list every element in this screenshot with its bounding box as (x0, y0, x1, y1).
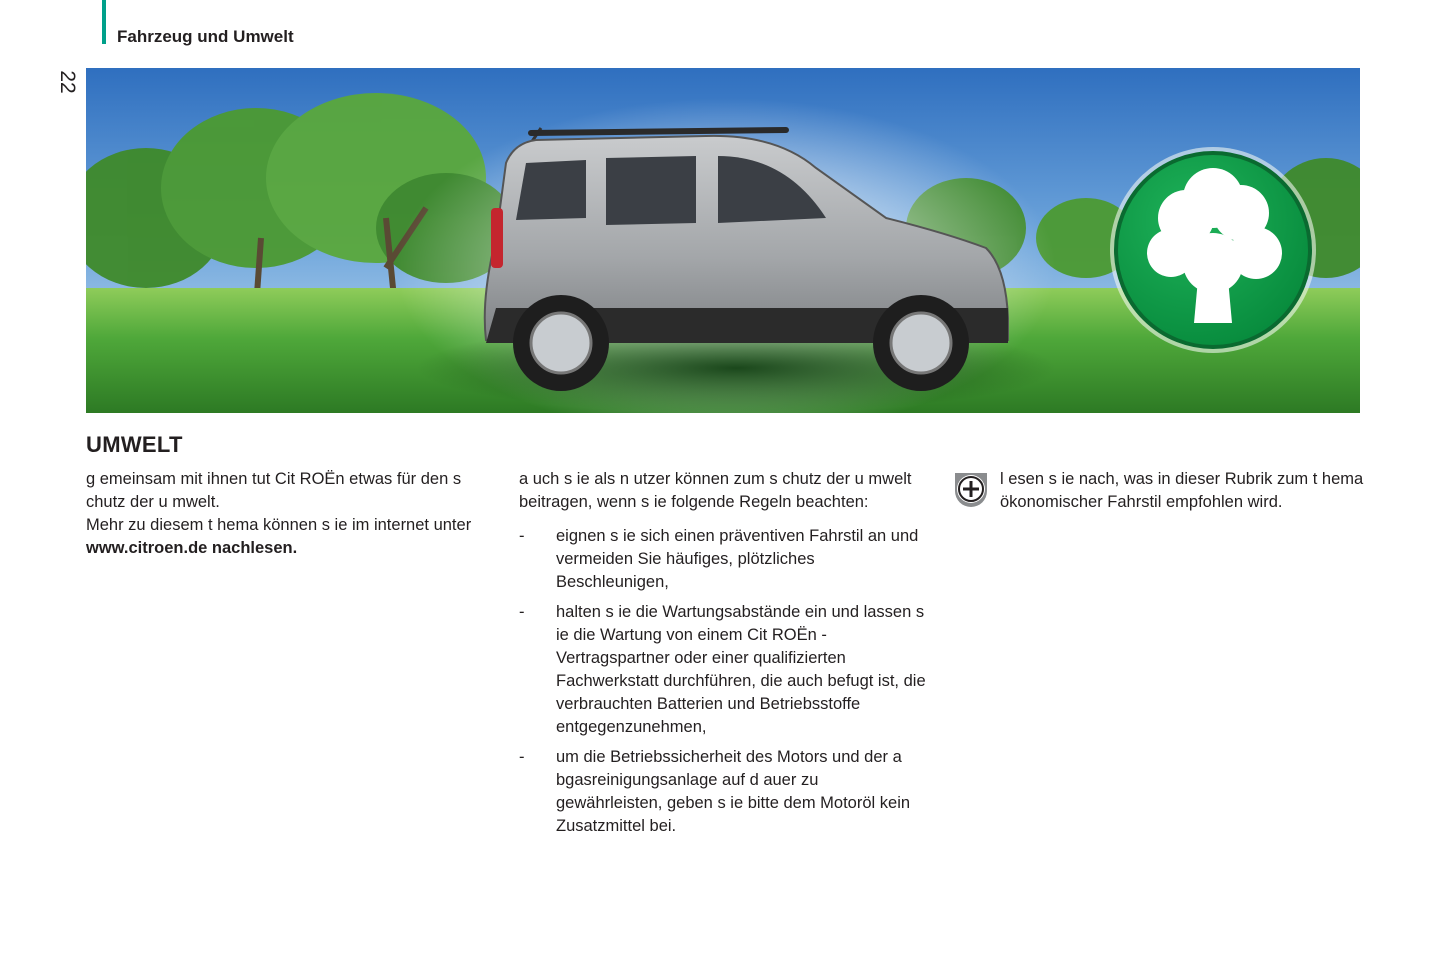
list-dash: - (519, 603, 525, 621)
column-1 (86, 468, 496, 560)
vehicle-environment-banner (86, 68, 1360, 413)
list-dash: - (519, 748, 525, 766)
page-number: 22 (56, 70, 79, 94)
tip-text: l esen s ie nach, was in dieser Rubrik zum t hema ökonomischer Fahrstil empfohlen wird. (1000, 470, 1364, 511)
list-item-text: halten s ie die Wartungsabstände ein und lassen s ie die Wartung von einem Cit ROËn - Vertragspartner oder einer qualifizierten Fachwerkstatt durchführen, die auch befugt ist, die verbrauchten Batterien und Betriebsstoffe entgegenzunehmen, (556, 603, 926, 736)
list-item-text: eignen s ie sich einen präventiven Fahrstil an und vermeiden Sie häufiges, plötzliches Beschleunigen, (556, 527, 919, 591)
list-item (519, 746, 929, 838)
article-heading: UMWELT (86, 432, 183, 457)
list-item (519, 601, 929, 739)
list-item (519, 525, 929, 594)
column-3 (1000, 468, 1380, 514)
plus-info-icon (951, 469, 991, 509)
tree-badge-icon (1110, 147, 1316, 353)
column-2 (519, 468, 929, 845)
col1-paragraph-1: g emeinsam mit ihnen tut Cit ROËn etwas für den s chutz der u mwelt. (86, 470, 462, 511)
list-dash: - (519, 527, 525, 545)
list-item-text: um die Betriebssicherheit des Motors und der a bgasreinigungsanlage auf d auer zu gewährleisten, geben s ie bitte dem Motoröl kein Zusatzmittel bei. (556, 748, 911, 835)
website-link[interactable]: www.citroen.de nachlesen. (86, 539, 298, 557)
col2-intro: a uch s ie als n utzer können zum s chutz der u mwelt beitragen, wenn s ie folgende Regeln beachten: (519, 470, 912, 511)
header-accent-bar (102, 0, 106, 44)
rules-list (519, 525, 929, 838)
section-title: Fahrzeug und Umwelt (117, 27, 294, 46)
col1-paragraph-2: Mehr zu diesem t hema können s ie im internet unter (86, 516, 472, 534)
